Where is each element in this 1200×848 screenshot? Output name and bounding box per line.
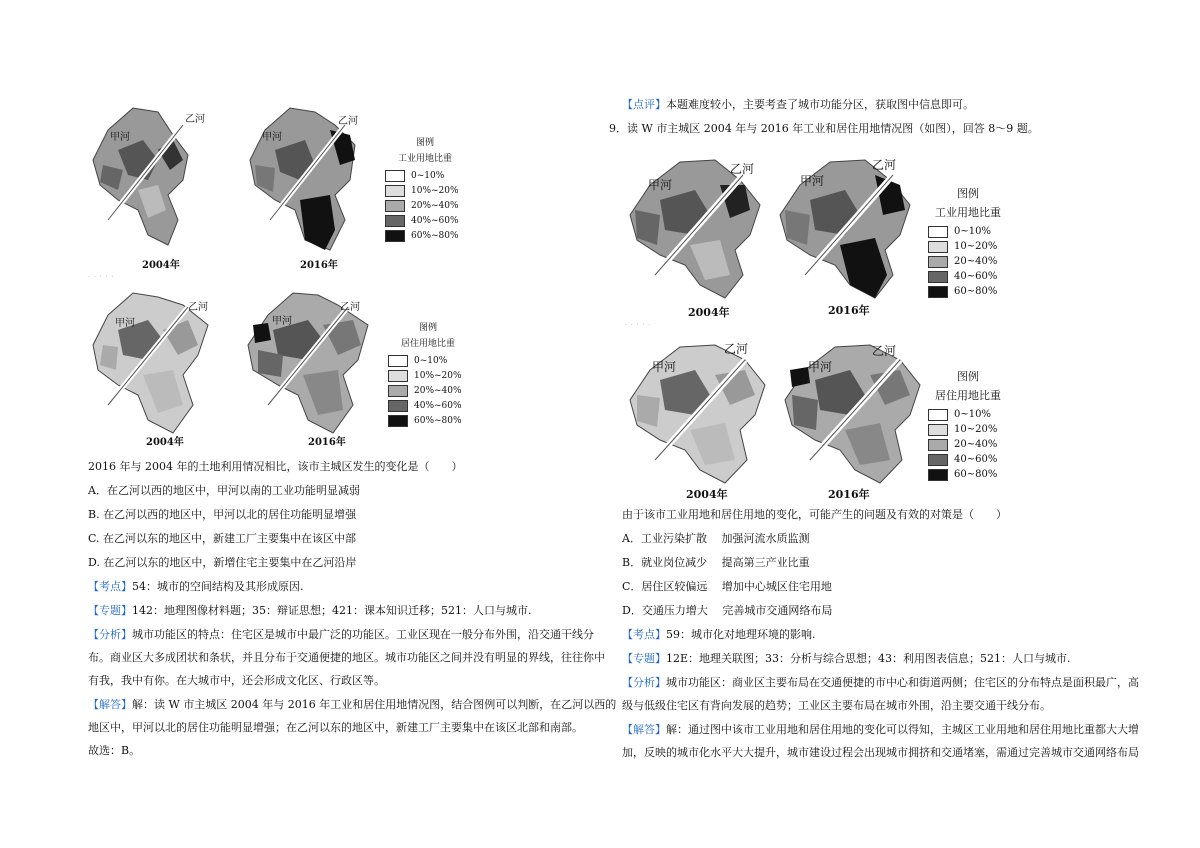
legend-label: 40~60% [954,271,998,282]
legend-title: 图例 [415,138,434,148]
option-d: D. 在乙河以东的地区中，新增住宅主要集中在乙河沿岸 [88,556,357,569]
legend-label: 20%~40% [414,385,462,396]
legend-row [385,168,465,183]
legend-swatch [928,271,948,283]
river-label-yi: 乙河 [724,342,749,356]
legend-row [928,422,1008,437]
dianping-tag: 【点评】 [622,98,666,111]
dianping-text: 本题难度较小，主要考查了城市功能分区，获取图中信息即可。 [666,98,974,111]
jieda-text: 加，反映的城市化水平大大提升，城市建设过程会出现城市拥挤和交通堵塞，需通过完善城市交通网络布局 [622,746,1139,759]
legend-row [928,269,1008,284]
fenxi-text: 城市功能区：商业区主要布局在交通便捷的市中心和街道两侧；住宅区的分布特点是面积最广，高 [666,676,1139,689]
zhuanti-tag: 【专题】 [622,652,666,665]
river-label-yi: 乙河 [872,344,897,358]
legend-row [928,467,1008,482]
legend-row [388,353,468,368]
legend-row [385,213,465,228]
map-year-label: 2004年 [146,437,184,448]
legend-swatch [928,454,948,466]
legend-row [388,398,468,413]
fenxi-tag: 【分析】 [622,676,666,689]
legend-swatch [385,230,405,242]
map-year-label: 2016年 [308,437,346,448]
legend-swatch [928,226,948,238]
map-year-label: 2016年 [828,488,870,501]
map-year-label: 2004年 [686,488,728,501]
legend-row [388,368,468,383]
dianping-line [622,98,974,112]
jieda-text: 解：读 W 市主城区 2004 年与 2016 年工业和居住用地情况图，结合图例可以判断，在乙河以西的 [132,698,617,711]
jieda-line [622,723,1139,737]
option-c: C．居住区较偏远 增加中心城区住宅用地 [622,580,832,593]
legend-label: 10~20% [954,241,998,252]
river-label-jia: 甲河 [800,174,825,188]
legend-swatch [385,215,405,227]
kaodian-text: 54：城市的空间结构及其形成原因. [132,580,304,593]
kaodian-tag: 【考点】 [622,628,666,641]
option-d: D．交通压力增大 完善城市交通网络布局 [622,604,833,617]
river-label-jia: 甲河 [262,132,282,143]
legend-label: 20~40% [954,256,998,267]
legend-row [928,254,1008,269]
jieda-text: 解：通过图中该市工业用地和居住用地的变化可以得知，主城区工业用地和居住用地比重都大大增 [666,723,1139,736]
fenxi-text: 城市功能区的特点：住宅区是城市中最广泛的功能区。工业区现在一般分布外围，沿交通干线分 [132,628,594,641]
legend-label: 40%~60% [414,400,462,411]
river-label-jia: 甲河 [808,360,833,374]
legend-label: 10~20% [954,424,998,435]
kaodian-text: 59：城市化对地理环境的影响. [666,628,816,641]
legend-label: 0~10% [954,409,991,420]
legend-label: 60%~80% [414,415,462,426]
river-label-jia: 甲河 [648,178,673,192]
legend-residential-right [928,368,1008,482]
zhuanti-text: 142：地理图像材料题；35：辩证思想；421：课本知识迁移；521：人口与城市. [132,604,532,617]
legend-row [928,437,1008,452]
legend-swatch [385,185,405,197]
legend-swatch [928,256,948,268]
legend-row [388,383,468,398]
option-c: C. 在乙河以东的地区中，新建工厂主要集中在该区中部 [88,532,357,545]
legend-swatch [385,170,405,182]
fenxi-line [622,676,1139,690]
separator-dots: . . . . . [625,320,652,327]
river-label-jia: 甲河 [110,132,130,143]
river-label-jia: 甲河 [272,316,292,327]
legend-label: 40~60% [954,454,998,465]
separator-dots: . . . . . [88,272,115,279]
legend-title: 图例 [418,323,437,333]
legend-label: 20~40% [954,439,998,450]
legend-label: 10%~20% [414,370,462,381]
jieda-text: 故选：B。 [88,744,141,757]
legend-residential-left [388,320,468,428]
option-a: A．在乙河以西的地区中，甲河以南的工业功能明显减弱 [88,484,360,497]
legend-row [928,239,1008,254]
map-residential-2016-right [780,335,925,485]
legend-label: 40%~60% [411,215,459,226]
option-b: B. 在乙河以西的地区中，甲河以北的居住功能明显增强 [88,508,357,521]
legend-title: 图例 [957,187,979,200]
option-a: A．工业污染扩散 加强河流水质监测 [622,532,810,545]
zhuanti-line [88,604,531,618]
map-year-label: 2004年 [688,306,730,319]
fenxi-line [88,628,594,642]
legend-swatch [385,200,405,212]
river-label-yi: 乙河 [338,116,358,127]
question-stem: 由于该市工业用地和居住用地的变化，可能产生的问题及有效的对策是（ ） [622,508,1007,521]
legend-row [385,198,465,213]
legend-swatch [928,409,948,421]
jieda-tag: 【解答】 [88,698,132,711]
jieda-text: 地区中，甲河以北的居住功能明显增强；在乙河以东的地区中，新建工厂主要集中在该区北部和南部。 [88,721,583,734]
legend-label: 60%~80% [411,230,459,241]
legend-row [388,413,468,428]
legend-swatch [388,385,408,397]
fenxi-text: 有我，我中有你。在大城市中，还会形成文化区、行政区等。 [88,674,385,687]
zhuanti-tag: 【专题】 [88,604,132,617]
legend-label: 0~10% [414,355,448,366]
map-year-label: 2016年 [300,260,338,271]
legend-swatch [388,400,408,412]
jieda-tag: 【解答】 [622,723,666,736]
river-label-yi: 乙河 [872,158,897,172]
legend-label: 10%~20% [411,185,459,196]
river-label-jia: 甲河 [652,360,677,374]
legend-label: 20%~40% [411,200,459,211]
question-9-header: 9．读 W 市主城区 2004 年与 2016 年工业和居住用地情况图（如图），回答 8～9 题。 [609,122,1039,135]
legend-title: 图例 [957,370,979,383]
legend-row [928,452,1008,467]
legend-row [928,407,1008,422]
map-year-label: 2016年 [828,304,870,317]
legend-swatch [388,355,408,367]
legend-subtitle: 居住用地比重 [400,339,455,349]
river-label-yi: 乙河 [185,114,205,125]
legend-row [385,228,465,243]
river-label-jia: 甲河 [115,318,135,329]
map-year-label: 2004年 [142,260,180,271]
legend-row [928,224,1008,239]
legend-swatch [928,424,948,436]
jieda-line [88,698,616,712]
fenxi-text: 布。商业区大多成团状和条状，并且分布于交通便捷的地区。城市功能区之间并没有明显的界线，往往你中 [88,651,605,664]
legend-subtitle: 工业用地比重 [397,154,452,164]
kaodian-tag: 【考点】 [88,580,132,593]
kaodian-line [622,628,816,642]
legend-swatch [928,469,948,481]
zhuanti-line [622,652,1071,666]
fenxi-tag: 【分析】 [88,628,132,641]
legend-label: 0~10% [411,170,445,181]
legend-row [928,284,1008,299]
legend-label: 0~10% [954,226,991,237]
legend-swatch [928,439,948,451]
map-residential-2004-right [625,335,770,485]
legend-subtitle: 工业用地比重 [935,206,1001,219]
legend-industrial-left [385,135,465,243]
option-b: B．就业岗位减少 提高第三产业比重 [622,556,810,569]
legend-label: 60~80% [954,469,998,480]
legend-subtitle: 居住用地比重 [935,389,1001,402]
zhuanti-text: 12E：地理关联图；33：分析与综合思想；43：利用图表信息；521：人口与城市. [666,652,1071,665]
river-label-yi: 乙河 [188,302,208,313]
fenxi-text: 级与低级住宅区有背向发展的趋势；工业区主要布局在城市外围，沿主要交通干线分布。 [622,699,1051,712]
legend-industrial-right [928,185,1008,299]
question-stem: 2016 年与 2004 年的土地利用情况相比，该市主城区发生的变化是（ ） [88,460,463,473]
river-label-yi: 乙河 [730,162,755,176]
legend-swatch [928,286,948,298]
legend-swatch [388,415,408,427]
legend-label: 60~80% [954,286,998,297]
kaodian-line [88,580,304,594]
legend-row [385,183,465,198]
legend-swatch [388,370,408,382]
river-label-yi: 乙河 [340,302,360,313]
legend-swatch [928,241,948,253]
